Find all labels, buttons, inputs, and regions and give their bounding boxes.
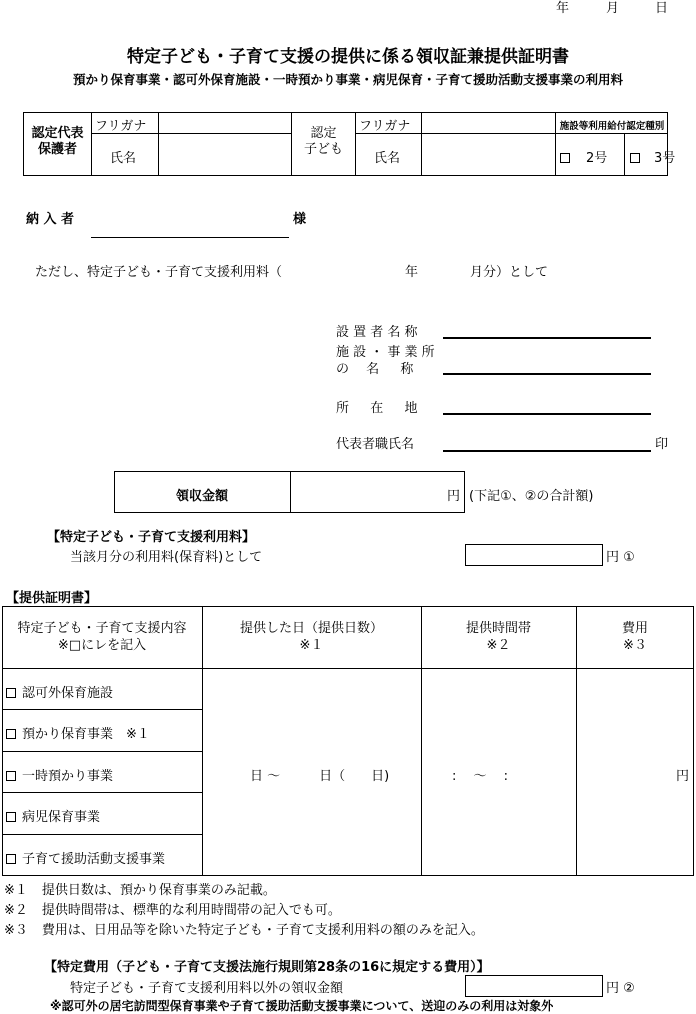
proof-item-byoji[interactable] bbox=[6, 806, 100, 825]
proof-item-ninkagai[interactable] bbox=[6, 682, 113, 701]
proviso-month: 月分）として bbox=[470, 265, 549, 280]
facility-line[interactable] bbox=[443, 373, 651, 375]
special-fee-line: 特定子ども・子育て支援利用料以外の領収金額 bbox=[70, 981, 344, 996]
proof-header: 【提供証明書】 bbox=[6, 591, 98, 606]
note-1 bbox=[4, 879, 276, 898]
checkbox-icon bbox=[560, 153, 570, 163]
option-3go[interactable] bbox=[630, 147, 675, 166]
proof-col-content: 特定子ども・子育て支援内容 ※□にレを記入 bbox=[17, 621, 187, 653]
document-title: 特定子ども・子育て支援の提供に係る領収証兼提供証明書 bbox=[127, 47, 569, 67]
proof-time-field[interactable]: : 〜 : bbox=[452, 769, 509, 784]
note-text: 費用は、日用品等を除いた特定子ども・子育て支援利用料の額のみを記入。 bbox=[41, 923, 484, 938]
child-label: 認定 子ども bbox=[303, 126, 343, 157]
operator-line[interactable] bbox=[443, 337, 651, 339]
checkbox-icon bbox=[6, 771, 16, 781]
child-name-label: 氏名 bbox=[374, 151, 401, 166]
special-fee-field[interactable] bbox=[465, 975, 603, 997]
payer-name-line[interactable] bbox=[91, 237, 289, 238]
checkbox-icon bbox=[630, 153, 640, 163]
proof-item-label: 一時預かり事業 bbox=[22, 769, 114, 784]
proof-col-cost: 費用 ※３ bbox=[621, 621, 648, 653]
proof-item-kosodate[interactable] bbox=[6, 848, 165, 867]
facility-label-1: 施 設 ・ 事 業 所 bbox=[336, 345, 435, 360]
proof-cost-yen: 円 bbox=[676, 769, 690, 784]
special-fee-header: 【特定費用（子ども・子育て支援法施行規則第28条の16に規定する費用）】 bbox=[44, 960, 490, 975]
usage-fee-yen: 円 ① bbox=[606, 550, 635, 565]
proof-col-time: 提供時間帯 ※２ bbox=[465, 621, 531, 653]
special-fee-footnote: ※認可外の居宅訪問型保育事業や子育て援助活動支援事業について、送迎のみの利用は対象外 bbox=[50, 999, 554, 1013]
child-furigana-label: フリガナ bbox=[359, 119, 411, 134]
checkbox-icon bbox=[6, 729, 16, 739]
category-header: 施設等利用給付認定種別 bbox=[559, 121, 665, 132]
address-label: 所 在 地 bbox=[336, 401, 418, 416]
payer-suffix: 様 bbox=[293, 212, 307, 227]
operator-label: 設 置 者 名 称 bbox=[336, 325, 418, 340]
note-2 bbox=[4, 899, 341, 918]
proof-item-label: 認可外保育施設 bbox=[22, 686, 114, 701]
seal-mark: 印 bbox=[655, 437, 669, 452]
rep-label: 代表者職氏名 bbox=[336, 437, 415, 452]
proviso-text: ただし、特定子ども・子育て支援利用料（ bbox=[35, 265, 283, 280]
usage-fee-header: 【特定子ども・子育て支援利用料】 bbox=[47, 530, 256, 545]
rep-line[interactable] bbox=[443, 450, 651, 452]
note-3 bbox=[4, 919, 484, 938]
guardian-label: 認定代表 保護者 bbox=[31, 126, 84, 157]
proof-col-days: 提供した日（提供日数） ※１ bbox=[239, 621, 383, 653]
receipt-note: (下記①、②の合計額) bbox=[469, 489, 594, 504]
note-text: 提供時間帯は、標準的な利用時間帯の記入でも可。 bbox=[41, 903, 341, 918]
proviso-year: 年 bbox=[405, 265, 419, 280]
proof-item-ichiji[interactable] bbox=[6, 765, 113, 784]
receipt-label: 領収金額 bbox=[175, 489, 228, 504]
option-2go[interactable] bbox=[560, 147, 607, 166]
note-mark: ※３ bbox=[4, 923, 28, 938]
option-3go-label: 3号 bbox=[654, 151, 676, 166]
proof-item-label: 病児保育事業 bbox=[22, 810, 101, 825]
checkbox-icon bbox=[6, 812, 16, 822]
document-subtitle: 預かり保育事業・認可外保育施設・一時預かり事業・病児保育・子育て援助活動支援事業の利用料 bbox=[72, 72, 623, 87]
note-mark: ※１ bbox=[4, 883, 28, 898]
date-day-label: 日 bbox=[655, 1, 669, 16]
proof-days-field[interactable]: 日 〜 日（ 日) bbox=[250, 769, 390, 784]
option-2go-label: 2号 bbox=[586, 151, 608, 166]
guardian-furigana-label: フリガナ bbox=[95, 119, 147, 134]
payer-label: 納 入 者 bbox=[26, 212, 75, 227]
receipt-yen: 円 bbox=[447, 489, 461, 504]
date-month-label: 月 bbox=[606, 1, 620, 16]
special-fee-yen: 円 ② bbox=[606, 981, 635, 996]
usage-fee-line: 当該月分の利用料(保育料)として bbox=[70, 550, 263, 565]
date-year-label: 年 bbox=[556, 1, 570, 16]
proof-item-label: 子育て援助活動支援事業 bbox=[22, 852, 166, 867]
proof-item-azukari[interactable] bbox=[6, 723, 150, 742]
receipt-amount-field[interactable] bbox=[292, 473, 447, 511]
usage-fee-field[interactable] bbox=[465, 544, 603, 566]
note-text: 提供日数は、預かり保育事業のみ記載。 bbox=[41, 883, 276, 898]
proof-item-label: 預かり保育事業 ※１ bbox=[22, 727, 150, 742]
guardian-name-label: 氏名 bbox=[110, 151, 137, 166]
checkbox-icon bbox=[6, 854, 16, 864]
checkbox-icon bbox=[6, 688, 16, 698]
address-line[interactable] bbox=[443, 413, 651, 415]
note-mark: ※２ bbox=[4, 903, 28, 918]
facility-label-2: の 名 称 bbox=[336, 362, 414, 377]
